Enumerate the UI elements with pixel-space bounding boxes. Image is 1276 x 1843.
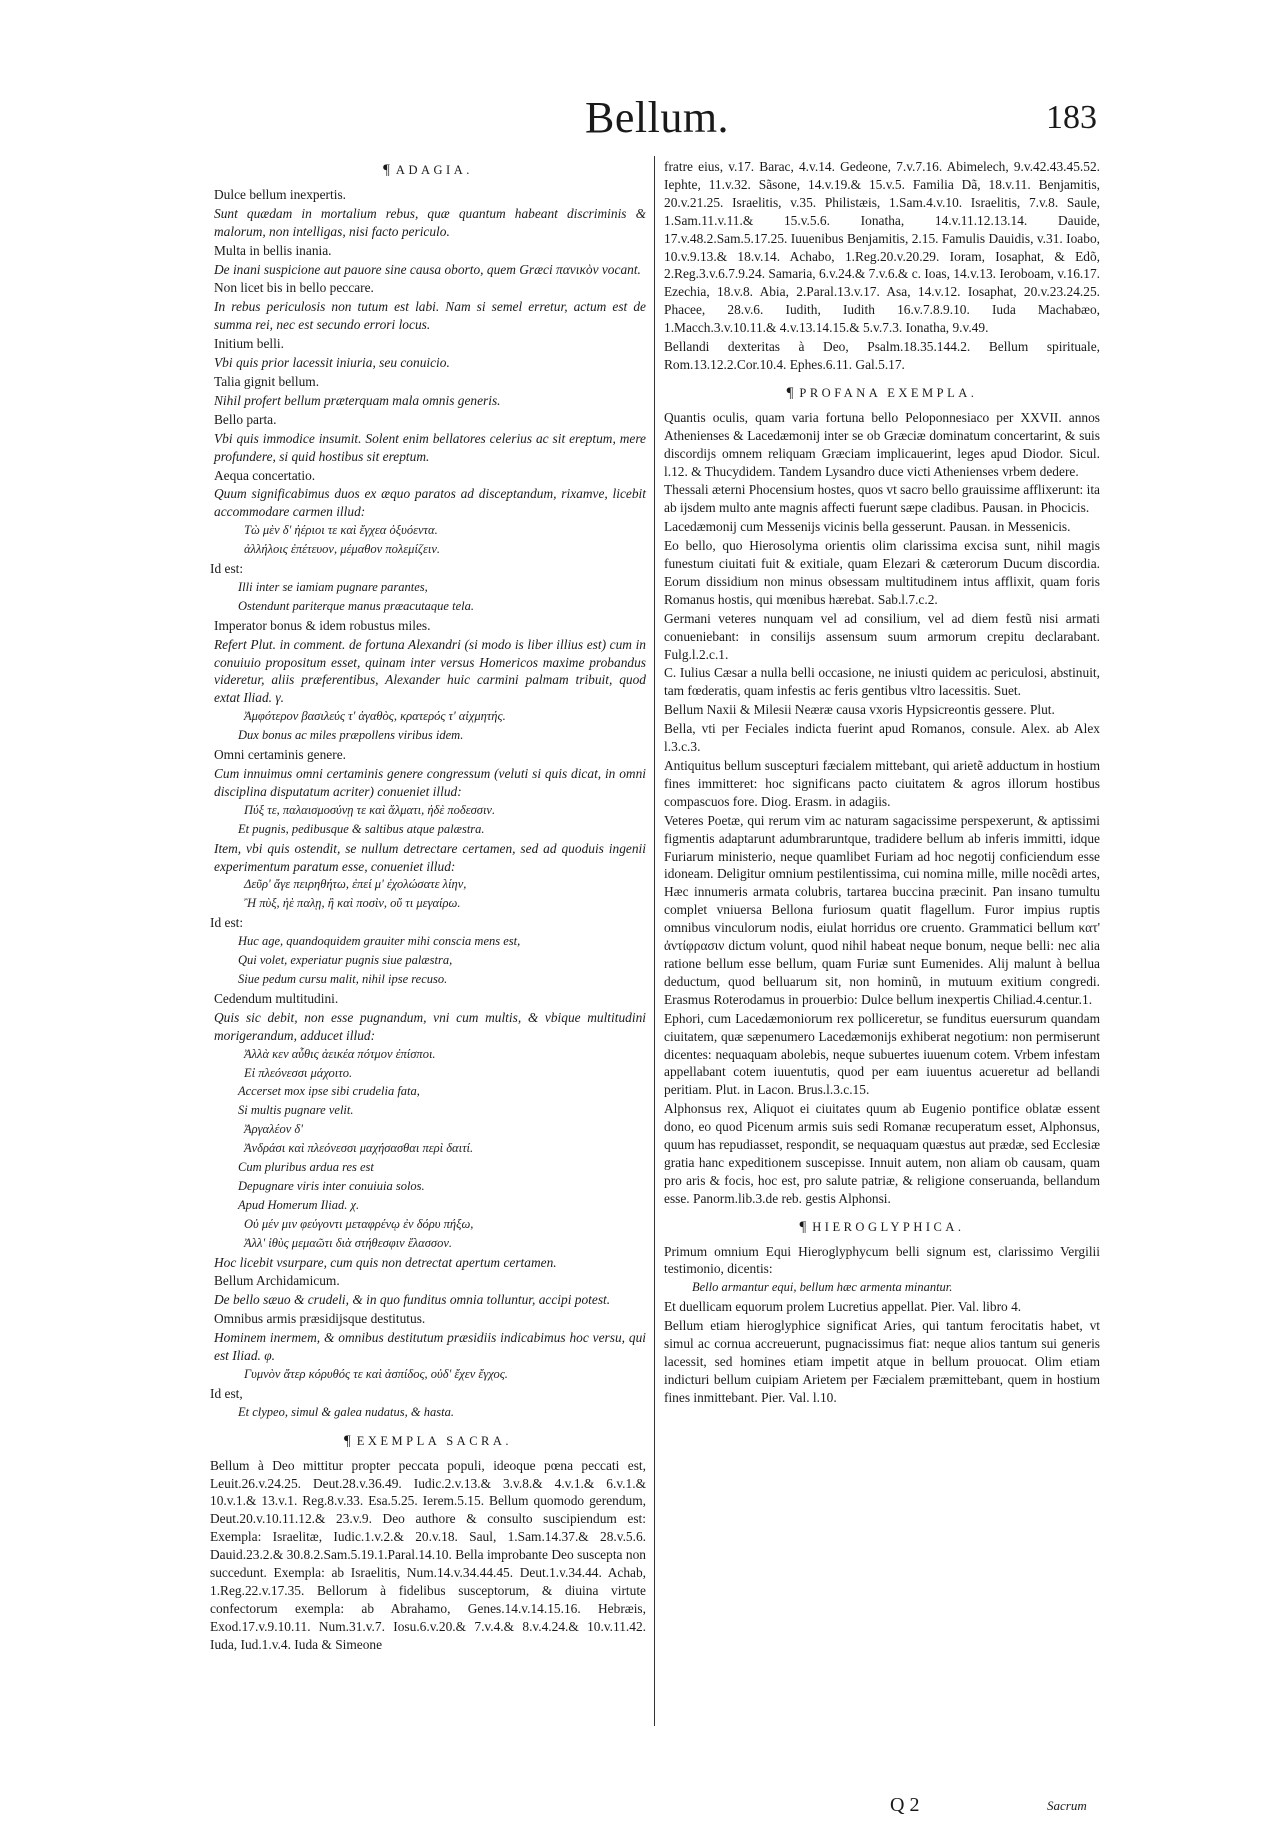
adagium-line: Δεῦρ' ἄγε πειρηθήτω, ἐπεί μ' ἐχολώσατε λίην, [244,877,467,892]
adagium-line: Aequa concertatio. [214,467,316,483]
adagium-line: Cum pluribus ardua res est [238,1160,374,1175]
adagium-line: Bellum Archidamicum. [214,1273,340,1289]
adagium-line: Hominem inermem, & omnibus destitutum præsidiis indicabimus hoc versu, qui est Iliad. φ. [214,1330,646,1364]
adagium-line: Item, vbi quis ostendit, se nullum detrectare certamen, sed ad quoduis ingenii experimentum paratum esse, conueniet illud: [214,840,646,874]
profana-paragraph: Bella, vti per Feciales indicta fuerint apud Romanos, consule. Alex. ab Alex l.3.c.3. [664,721,1100,755]
adagium-line: Nihil profert bellum præterquam mala omnis generis. [214,392,501,408]
adagium-line: Ἀνδράσι καὶ πλεόνεσσι μαχήσασθαι περὶ δαιτί. [244,1141,474,1156]
adagium-line: Id est: [210,915,244,931]
section-title-profana: ¶ PROFANA EXEMPLA. [786,384,978,401]
adagium-line: Ostendunt pariterque manus præacutaque tela. [238,598,474,613]
adagium-line: Cum innuimus omni certaminis genere congressum (veluti si quis dicat, in omni disciplina disputatum acriter) conueniet illud: [214,766,646,799]
adagium-line: Siue pedum cursu malit, nihil ipse recuso. [238,971,448,986]
profana-paragraph: Germani veteres nunquam vel ad consilium, vel ad diem festũ nisi armati conueniebant: in consilijs assensum suum armorum crepitu declarabant. Fulg.l.2.c.1. [664,610,1100,662]
adagium-line: Talia gignit bellum. [214,373,320,389]
adagium-line: Non licet bis in bello peccare. [214,280,374,296]
adagium-line: Ἀμφότερον βασιλεύς τ' ἀγαθὸς, κρατερός τ' αἰχμητής. [244,709,506,724]
adagium-line: Cedendum multitudini. [214,990,339,1006]
adagium-line: Et pugnis, pedibusque & saltibus atque palæstra. [238,821,485,836]
adagium-line: Ἢ πὺξ, ἠὲ παλῃ, ἢ καὶ ποσὶν, οὔ τι μεγαίρω. [244,896,461,911]
profana-paragraph: Thessali æterni Phocensium hostes, quos vt sacro bello grauissime afflixerunt: ita ab ijsdem multo ante magnis affecti fuerunt sæpe cladibus. Pausan. in Phocicis. [664,482,1100,516]
adagium-line: Id est: [210,561,244,577]
right-column [664,158,1100,1408]
adagium-line: ἀλλήλοις ἐπέτευον, μέμαθον πολεμίζειν. [244,542,441,557]
sacra-continued-2: Bellandi dexteritas à Deo, Psalm.18.35.144.2. Bellum spirituale, Rom.13.12.2.Cor.10.4. Ephes.6.11. Gal.5.17. [664,339,1100,372]
adagium-line: Εἰ πλεόνεσσι μάχοιτο. [244,1065,353,1080]
hieroglyphica-para: Bellum etiam hieroglyphice significat Aries, qui tantum ferocitatis habet, vt simul ac cornua accreuerunt, pugnacissimus fiat: neque alios tantum sui generis lacessit, sed homines etiam impetit atque in bellum prouocat. Olim etiam indicturi bellum cuipiam Arietem per Fæcialem præmittebant, quem in hostium fines inmittebant. Pier. Val. l.10. [664,1318,1100,1405]
adagia-list [210,186,646,1422]
adagium-line: Vbi quis immodice insumit. Solent enim bellatores celerius ac sit ereptum, mere profundere, si quid hostibus sit ereptum. [214,430,646,464]
adagium-line: Multa in bellis inania. [214,242,332,258]
adagium-line: Sunt quædam in mortalium rebus, quæ quantum habeant discriminis & malorum, non intelligas, nisi facto periculo. [214,205,646,239]
adagium-line: Omnibus armis præsidijsque destitutus. [214,1311,426,1327]
adagium-line: Bello parta. [214,411,277,427]
adagium-line: Οὐ μέν μιν φεύγοντι μεταφρένῳ ἐν δόρυ πήξω, [244,1216,474,1231]
hieroglyphica-verse: Bello armantur equi, bellum hæc armenta minantur. [692,1280,953,1295]
adagium-line: Quum significabimus duos ex æquo paratos ad disceptandum, rixamve, licebit accommodare carmen illud: [214,486,646,520]
adagium-line: Τὼ μὲν δ' ἠέριοι τε καὶ ἔγχεα ὀξυόεντα. [244,523,438,538]
adagium-line: Id est, [210,1385,243,1401]
adagium-line: Illi inter se iamiam pugnare parantes, [238,579,428,594]
adagium-line: Qui volet, experiatur pugnis siue palæstra, [238,953,453,968]
sacra-continued-1: fratre eius, v.17. Barac, 4.v.14. Gedeone, 7.v.7.16. Abimelech, 9.v.42.43.45.52. Iephte, 11.v.32. Sãsone, 14.v.19.& 15.v.5. Familia Dã, 18.v.11. Benjamitis, 20.v.21.25. Israelitis, v.35. Philistæis, 1.Sam.4.v.10. Israelitis, 7.v.8. Saule, 1.Sam.11.v.11.& 15.v.5.6. Ionatha, 14.v.11.12.13.14. Dauide, 17.v.48.2.Sam.5.17.25. Iuuenibus Benjamitis, 2.15. Famulis Dauidis, v.31. Ioabo, 10.v.9.13.& 18.v.14. Achabo, 1.Reg.20.v.20.29. Ioram, Iosaphat, & Edõ, 2.Reg.3.v.6.7.9.24. Samaria, 6.v.24.& 7.v.6.& c. Ioas, 14.v.13. Ieroboam, v.16.17. Ezechia, 18.v.8. Abia, 2.Paral.13.v.17. Asa, 14.v.12. Iosaphat, 20.v.23.24.25. Phacee, 28.v.6. Iudith, Iudith 16.v.7.8.9.10. Iuda Machabæo, 1.Macch.3.v.10.11.& 4.v.13.14.15.& 5.v.7.3. Ionatha, 9.v.49. [664,159,1100,336]
profana-paragraph: Quantis oculis, quam varia fortuna bello Peloponnesiaco per XXVII. annos Athenienses & Lacedæmonij inter se ob Græciæ dominatum concertarint, & suis discordijs omnem reliquam Græciam implicauerint, leges apud Diodor. Sicul. l.12. & Thucydidem. Tandem Lysandro duce victi Athenienses vrbem dedere. [664,409,1100,479]
adagium-line: Accerset mox ipse sibi crudelia fata, [238,1084,420,1099]
catchword: Sacrum [1047,1798,1087,1813]
adagium-line: Omni certaminis genere. [214,747,346,763]
exempla-sacra-text: Bellum à Deo mittitur propter peccata populi, ideoque pœna peccati est, Leuit.26.v.24.25. Deut.28.v.36.49. Iudic.2.v.13.& 3.v.8.& 4.v.1.& 6.v.1.& 10.v.1.& 13.v.1. Reg.8.v.33. Esa.5.25. Ierem.5.15. Bellum quomodo gerendum, Deut.20.v.10.11.12.& 23.v.9. Deo authore & consulto suscipiendum est: Exempla: Israelitæ, Iudic.1.v.2.& 20.v.18. Saul, 1.Sam.14.37.& 28.v.5.6. Dauid.23.2.& 30.8.2.Sam.5.19.1.Paral.14.10. Bella improbante Deo suscepta non succedunt. Exempla: ab Israelitis, Num.14.v.34.44.45. Deut.1.v.34.44. Achab, 1.Reg.22.v.17.35. Bellorum à fidelibus susceptorum, & diuina virtute confectorum exempla: ab Abrahamo, Genes.14.v.14.15.16. Hebræis, Exod.17.v.9.10.11. Num.31.v.7. Iosu.6.v.20.& 7.v.4.& 8.v.4.24.& 10.v.11.42. Iuda, Iud.1.v.4. Iuda & Simeone [210,1457,646,1652]
adagium-line: Hoc licebit vsurpare, cum quis non detrectat apertum certamen. [214,1254,557,1270]
page-number: 183 [1046,99,1097,136]
section-title-adagia: ¶ ADAGIA. [383,162,473,178]
adagium-line: Initium belli. [214,336,284,352]
pilcrow-icon: ¶ [343,1432,351,1449]
profana-paragraph: Veteres Poetæ, qui rerum vim ac naturam sagacissime perspexerunt, & aptissimi figmentis adaptarunt adumbraruntque, tradidere bellum ab inferis immitti, idque Furiarum ministerio, neque quamlibet Furiam ad hoc negotij conficiendum esse idoneam. Deligitur omnium pestilentissima, cui nomina mille, mille nocẽdi artes, Hæc innumeris armata colubris, tartarea buccina præcinit. Pan insano tumultu complet vniuersa Bellona furiosum quatit flagellum. Furor impius ruptis omnibus vinculorum nodis, eiulat horridus ore cruento. Grammatici bellum κατ' ἀντίφρασιν dictum volunt, quod nihil habeat neque bonum, neque belli: nec alia ratione bellum esse bellum, quam Furiæ sunt Eumenides. Alij malunt à bellua deductum, quod belluarum sit, non hominũ, in mutuum exitium congredi. Erasmus Roterodamus in prouerbio: Dulce bellum inexpertis Chiliad.4.centur.1. [664,812,1100,1007]
adagium-line: De inani suspicione aut pauore sine causa oborto, quem Græci πανικὸν vocant. [214,261,641,277]
adagium-line: Πύξ τε, παλαισμοσύνῃ τε καὶ ἅλματι, ἠδὲ ποδεσσιν. [244,802,496,817]
hieroglyphica-para: Et duellicam equorum prolem Lucretius appellat. Pier. Val. libro 4. [664,1299,1022,1315]
adagium-line: Γυμνὸν ἄτερ κόρυθός τε καὶ ἀσπίδος, οὐδ' ἔχεν ἔγχος. [244,1367,508,1381]
profana-paragraph: Bellum Naxii & Milesii Neæræ causa vxoris Hypsicreontis gessere. Plut. [664,702,1055,718]
profana-paragraph: Antiquitus bellum suscepturi fæcialem mittebant, qui arietẽ adductum in hostium fines immitteret: hoc significans pacto ciuitatem & agros illorum hostibus compascuos fore. Diog. Erasm. in adagiis. [664,758,1100,809]
hieroglyphica-para: Primum omnium Equi Hieroglyphycum belli signum est, clarissimo Vergilii testimonio, dicentis: [664,1243,1100,1277]
section-title-hieroglyphica: ¶ HIEROGLYPHICA. [799,1218,965,1235]
profana-paragraph: C. Iulius Cæsar a nulla belli occasione, ne iniusti quidem ac periculosi, abstinuit, tam fœderatis, quam infestis ac feris gentibus vltro lacessitis. Suet. [664,665,1100,699]
adagium-line: Ἀργαλέον δ' [244,1122,303,1137]
adagium-line: Depugnare viris inter conuiuia solos. [238,1178,425,1193]
column-rule [654,156,655,1726]
pilcrow-icon: ¶ [799,1218,807,1235]
running-headword: Bellum. [585,93,730,142]
adagium-line: In rebus periculosis non tutum est labi. Nam si semel erretur, actum est de summa rei, nec est secundo errori locus. [214,299,646,333]
adagium-line: De bello sæuo & crudeli, & in quo funditus omnia tolluntur, accipi potest. [214,1292,611,1308]
adagium-line: Ἀλλὰ κεν αὖθις ἀεικέα πότμον ἐπίσποι. [244,1046,436,1061]
profana-list [664,409,1100,1208]
profana-paragraph: Lacedæmonij cum Messenijs vicinis bella gesserunt. Pausan. in Messenicis. [664,519,1071,535]
adagium-line: Quis sic debit, non esse pugnandum, vni cum multis, & vbique multitudini morigerandum, adducet illud: [214,1009,646,1043]
section-title-exempla-sacra: ¶ EXEMPLA SACRA. [343,1432,513,1449]
pilcrow-icon: ¶ [383,162,390,178]
adagium-line: Et clypeo, simul & galea nudatus, & hasta. [238,1404,454,1419]
adagium-line: Dulce bellum inexpertis. [214,186,347,202]
page-header [0,92,1276,152]
page-footer [0,1794,1276,1824]
adagium-line: Huc age, quandoquidem grauiter mihi conscia mens est, [238,934,521,949]
adagium-line: Si multis pugnare velit. [238,1103,354,1118]
pilcrow-icon: ¶ [786,384,794,401]
adagium-line: Ἀλλ' ἰθὺς μεμαῶτι διὰ στήθεσφιν ἔλασσον. [244,1235,452,1250]
left-column [210,158,646,1655]
profana-paragraph: Eo bello, quo Hierosolyma orientis olim clarissima excisa sunt, nihil magis funestum ciuitati fuit & exitiale, quam Elezari & cæterorum Ducum discordia. Eorum dissidium non minus obsessam multitudinem intus afflixit, quam foris Romanus hostis, qui mœnibus hærebat. Sab.l.7.c.2. [664,538,1100,607]
adagium-line: Apud Homerum Iliad. χ. [238,1197,360,1212]
adagium-line: Vbi quis prior lacessit iniuria, seu conuicio. [214,355,450,371]
profana-paragraph: Alphonsus rex, Aliquot ei ciuitates quum ab Eugenio pontifice oblatæ essent dono, eo quod Picenum armis suis sedi Romanæ recuperatum esset, Alphonsus, quum has repudiasset, respondit, se nequaquam quæstus aut prædæ, sed Ecclesiæ gratia hanc expeditionem suscepisse. Innuit autem, non aliam ob causam, quam pro aris & focis, hoc est, pro salute patriæ, & religione conseruanda, bellandum esse. Panorm.lib.3.de reb. gestis Alphonsi. [664,1101,1100,1206]
profana-paragraph: Ephori, cum Lacedæmoniorum rex polliceretur, se funditus euersurum quandam ciuitatem, quæ sæpenumero Lacedæmonijs exhiberat negotium: non permiserunt dicentes: nequaquam abolebis, neque subuertes iuuenum cotem. Vrbem infestam appellabant cotem iuuentutis, quod per eam iuuentus acueretur ad bellandi peritiam. Plut. in Lacon. Brus.l.3.c.15. [664,1010,1100,1098]
adagium-line: Dux bonus ac miles præpollens viribus idem. [238,728,464,743]
signature-mark: Q 2 [890,1794,920,1816]
adagium-line: Imperator bonus & idem robustus miles. [214,617,431,633]
adagium-line: Refert Plut. in comment. de fortuna Alexandri (si modo is liber illius est) cum in conuiuio propositum esset, quinam inter versus Homericos maxime probandus videretur, aliis præferentibus, Alexander huic carmini palmam tribuit, quod extat Iliad. γ. [214,636,646,706]
